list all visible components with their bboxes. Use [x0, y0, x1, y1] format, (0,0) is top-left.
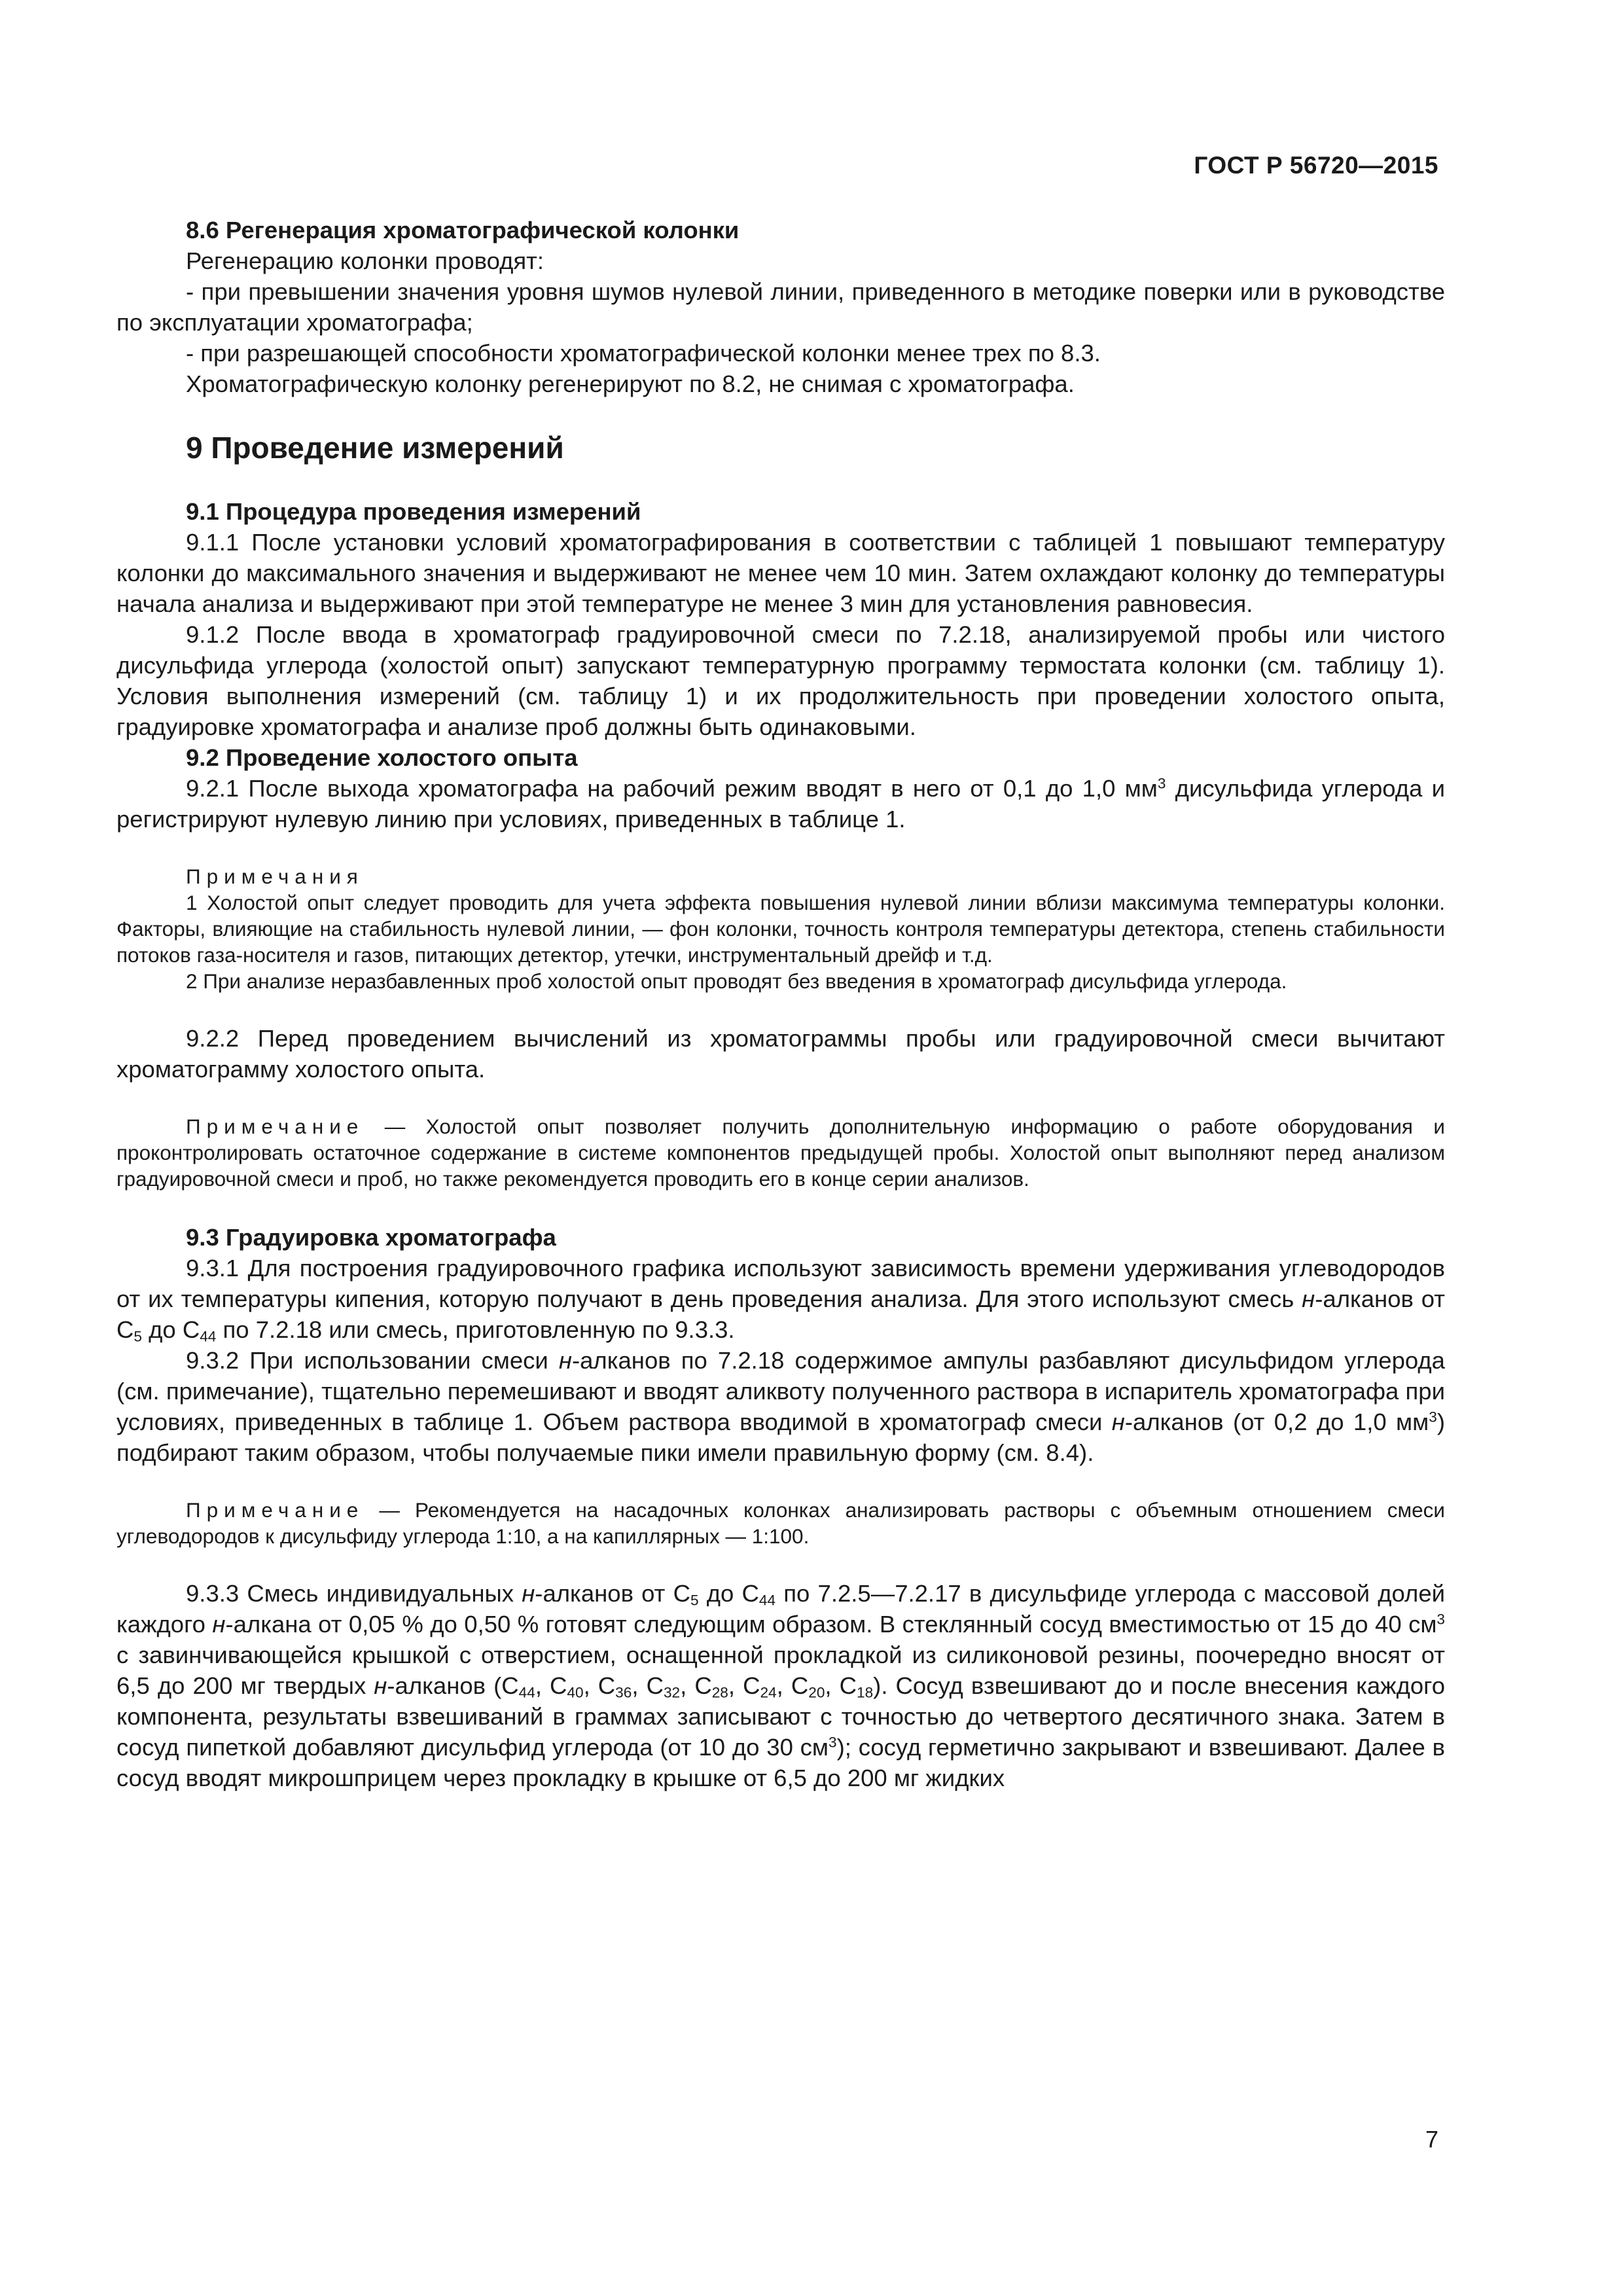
page-number: 7	[1425, 2126, 1438, 2153]
section-8-6-intro: Регенерацию колонки проводят:	[186, 247, 544, 274]
section-9-heading: 9 Проведение измерений	[186, 431, 564, 465]
notes-label: Примечания	[186, 865, 364, 888]
section-8-6-heading: 8.6 Регенерация хроматографической колонки	[186, 217, 740, 243]
note-label: Примечание	[186, 1115, 365, 1138]
paragraph-9-3-1: 9.3.1 Для построения градуировочного графика используют зависимость времени удерживания углеводородов от их температуры кипения, которую получают в день проведения анализа. Для этого используют смесь н-алканов от $C_5$ до $C_{44}$ по 7.2.18 или смесь, приготовленную по 9.3.3.	[116, 1255, 1446, 1345]
section-8-6-item-2: - при разрешающей способности хроматографической колонки менее трех по 8.3.	[186, 340, 1101, 367]
note-label: Примечание	[186, 1498, 365, 1522]
note-text: — Рекомендуется на насадочных колонках анализировать растворы с объемным отношением смеси углеводородов к дисульфиду углерода 1:10, а на капиллярных — 1:100.	[116, 1498, 1445, 1548]
paragraph-9-3-2: 9.3.2 При использовании смеси н-алканов по 7.2.18 содержимое ампулы разбавляют дисульфидом углерода (см. примечание), тщательно перемешивают и вводят аликвоту полученного раствора в испаритель хроматографа при условиях, приведенных в таблице 1. Объем раствора вводимой в хроматограф смеси н-алканов (от 0,2 до 1,0 $мм^3$) подбирают таким образом, чтобы получаемые пики имели правильную форму (см. 8.4).	[116, 1347, 1445, 1466]
section-9-2-heading: 9.2 Проведение холостого опыта	[186, 744, 578, 771]
note-1: 1 Холостой опыт следует проводить для учета эффекта повышения нулевой линии вблизи максимума температуры колонки. Факторы, влияющие на стабильность нулевой линии, — фон колонки, точность контроля температуры детектора, степень стабильности потоков газа-носителя и газов, питающих детектор, утечки, инструментальный дрейф и т.д.	[116, 891, 1445, 967]
paragraph-9-1-1: 9.1.1 После установки условий хроматографирования в соответствии с таблицей 1 повышают температуру колонки до максимального значения и выдерживают не менее чем 10 мин. Затем охлаждают колонку до температуры начала анализа и выдерживают при этой температуре не менее 3 мин для установления равновесия.	[116, 529, 1445, 617]
note-9-2-2	[116, 1113, 1445, 1192]
paragraph-9-3-3: 9.3.3 Смесь индивидуальных н-алканов от $C_5$ до $C_{44}$ по 7.2.5—7.2.17 в дисульфиде углерода с массовой долей каждого н-алкана от 0,05 % до 0,50 % готовят следующим образом. В стеклянный сосуд вместимостью от 15 до 40 $см^3$ с завинчивающейся крышкой с отверстием, оснащенной прокладкой из силиконовой резины, поочередно вносят от 6,5 до 200 мг твердых н-алканов ($C_{44}$, $C_{40}$, $C_{36}$, $C_{32}$, $C_{28}$, $C_{24}$, $C_{20}$, $C_{18}$). Сосуд взвешивают до и после внесения каждого компонента, результаты взвешиваний в граммах записывают с точностью до четвертого десятичного знака. Затем в сосуд пипеткой добавляют дисульфид углерода (от 10 до 30 $см^3$); сосуд герметично закрывают и взвешивают. Далее в сосуд вводят микрошприцем через прокладку в крышке от 6,5 до 200 мг жидких	[116, 1580, 1446, 1791]
note-2: 2 При анализе неразбавленных проб холостой опыт проводят без введения в хроматограф дисульфида углерода.	[186, 969, 1287, 993]
section-9-1-heading: 9.1 Процедура проведения измерений	[186, 498, 641, 525]
notes-9-2-1	[116, 863, 1445, 994]
note-9-3-2	[116, 1497, 1445, 1549]
note-text: — Холостой опыт позволяет получить дополнительную информацию о работе оборудования и проконтролировать остаточное содержание в системе компонентов предыдущей пробы. Холостой опыт выполняют перед анализом градуировочной смеси и проб, но также рекомендуется проводить его в конце серии анализов.	[116, 1115, 1445, 1191]
section-8-6-conclusion: Хроматографическую колонку регенерируют по 8.2, не снимая с хроматографа.	[186, 370, 1075, 397]
page-content	[116, 215, 1445, 1793]
paragraph-9-2-2: 9.2.2 Перед проведением вычислений из хроматограммы пробы или градуировочной смеси вычитают хроматограмму холостого опыта.	[116, 1025, 1445, 1083]
paragraph-9-2-1: 9.2.1 После выхода хроматографа на рабочий режим вводят в него от 0,1 до 1,0 $мм^3$ дисульфида углерода и регистрируют нулевую линию при условиях, приведенных в таблице 1.	[116, 775, 1446, 833]
paragraph-9-1-2: 9.1.2 После ввода в хроматограф градуировочной смеси по 7.2.18, анализируемой пробы или чистого дисульфида углерода (холостой опыт) запускают температурную программу термостата колонки (см. таблицу 1). Условия выполнения измерений (см. таблицу 1) и их продолжительность при проведении холостого опыта, градуировке хроматографа и анализе проб должны быть одинаковыми.	[116, 621, 1445, 740]
section-9-3-heading: 9.3 Градуировка хроматографа	[186, 1224, 556, 1251]
standard-header: ГОСТ Р 56720—2015	[1194, 152, 1438, 179]
section-8-6-item-1: - при превышении значения уровня шумов нулевой линии, приведенного в методике поверки или в руководстве по эксплуатации хроматографа;	[116, 278, 1445, 336]
